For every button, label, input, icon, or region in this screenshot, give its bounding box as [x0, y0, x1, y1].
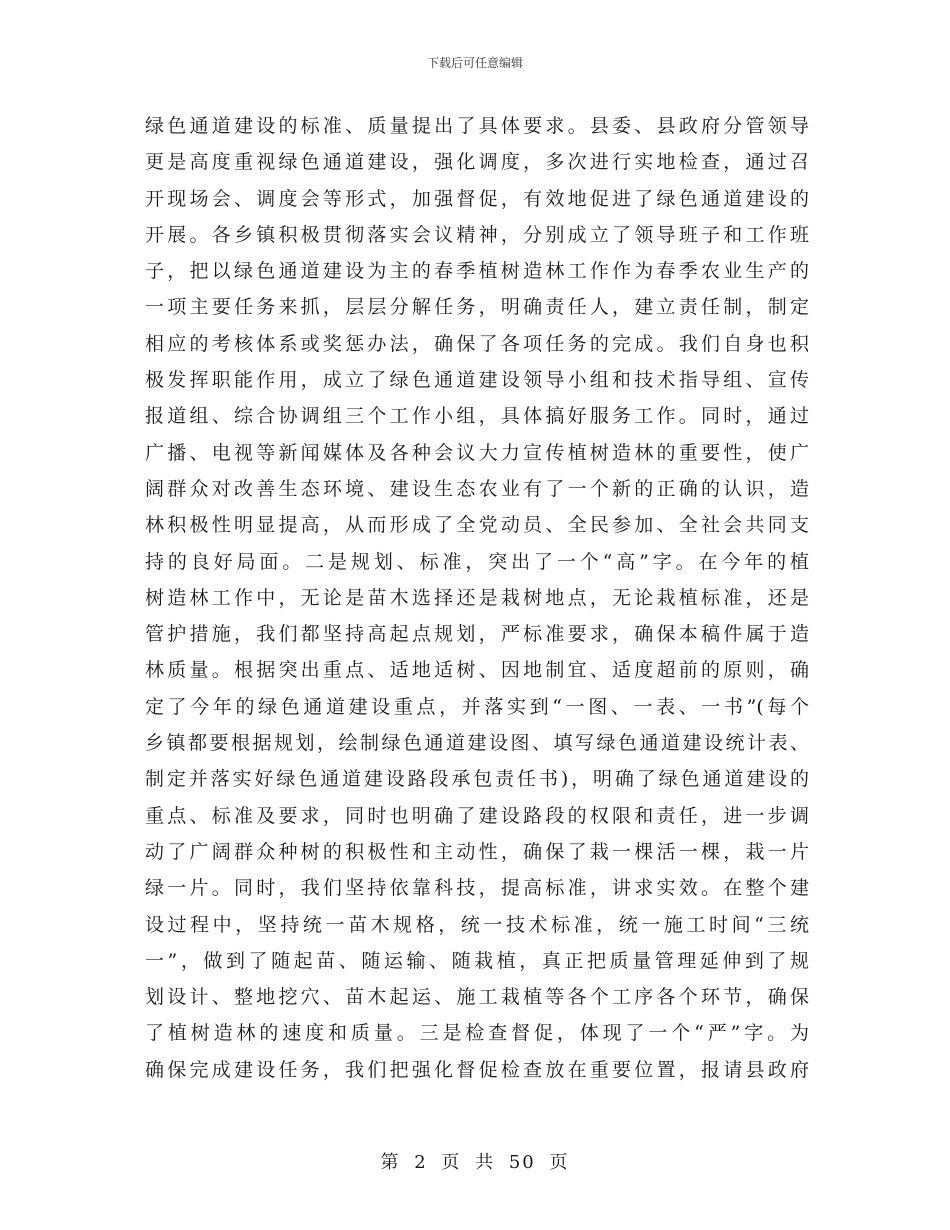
- body-line: 一”，做到了随起苗、随运输、随栽植，真正把质量管理延伸到了规: [145, 949, 809, 972]
- body-line: 树造林工作中，无论是苗木选择还是栽树地点，无论栽植标准，还是: [145, 586, 809, 609]
- body-line: 相应的考核体系或奖惩办法，确保了各项任务的完成。我们自身也积: [145, 332, 809, 355]
- body-line: 持的良好局面。二是规划、标准，突出了一个“高”字。在今年的植: [145, 550, 809, 573]
- body-line: 林积极性明显提高，从而形成了全党动员、全民参加、全社会共同支: [145, 514, 809, 537]
- body-line: 确保完成建设任务，我们把强化督促检查放在重要位置，报请县政府: [145, 1058, 809, 1081]
- body-line: 林质量。根据突出重点、适地适树、因地制宜、适度超前的原则，确: [145, 659, 809, 682]
- body-line: 极发挥职能作用，成立了绿色通道建设领导小组和技术指导组、宣传: [145, 369, 809, 392]
- body-line: 划设计、整地挖穴、苗木起运、施工栽植等各个工序各个环节，确保: [145, 986, 809, 1009]
- body-line: 重点、标准及要求，同时也明确了建设路段的权限和责任，进一步调: [145, 804, 809, 827]
- body-line: 一项主要任务来抓，层层分解任务，明确责任人，建立责任制，制定: [145, 296, 809, 319]
- body-line: 了植树造林的速度和质量。三是检查督促，体现了一个“严”字。为: [145, 1022, 809, 1045]
- body-line: 管护措施，我们都坚持高起点规划，严标准要求，确保本稿件属于造: [145, 623, 809, 646]
- body-line: 子，把以绿色通道建设为主的春季植树造林工作作为春季农业生产的: [145, 260, 809, 283]
- body-line: 绿色通道建设的标准、质量提出了具体要求。县委、县政府分管领导: [145, 115, 809, 137]
- body-line: 阔群众对改善生态环境、建设生态农业有了一个新的正确的认识，造: [145, 477, 809, 500]
- body-line: 制定并落实好绿色通道建设路段承包责任书)，明确了绿色通道建设的: [145, 768, 809, 791]
- body-line: 动了广阔群众种树的积极性和主动性，确保了栽一棵活一棵，栽一片: [145, 840, 809, 863]
- body-line: 设过程中，坚持统一苗木规格，统一技术标准，统一施工时间“三统: [145, 913, 809, 936]
- body-line: 乡镇都要根据规划，绘制绿色通道建设图、填写绿色通道建设统计表、: [145, 732, 809, 755]
- body-line: 绿一片。同时，我们坚持依靠科技，提高标准，讲求实效。在整个建: [145, 877, 809, 900]
- body-line: 开展。各乡镇积极贯彻落实会议精神，分别成立了领导班子和工作班: [145, 223, 809, 246]
- body-line: 定了今年的绿色通道建设重点，并落实到“一图、一表、一书”(每个: [145, 695, 809, 718]
- document-body: [145, 108, 809, 1088]
- body-line: 更是高度重视绿色通道建设，强化调度，多次进行实地检查，通过召: [145, 151, 809, 174]
- body-line: 报道组、综合协调组三个工作小组，具体搞好服务工作。同时，通过: [145, 405, 809, 428]
- header-note: 下载后可任意编辑: [426, 56, 523, 70]
- page-number: 第 2 页 共 50 页: [380, 1152, 570, 1173]
- body-line: 开现场会、调度会等形式，加强督促，有效地促进了绿色通道建设的: [145, 187, 809, 210]
- body-line: 广播、电视等新闻媒体及各种会议大力宣传植树造林的重要性，使广: [145, 441, 809, 464]
